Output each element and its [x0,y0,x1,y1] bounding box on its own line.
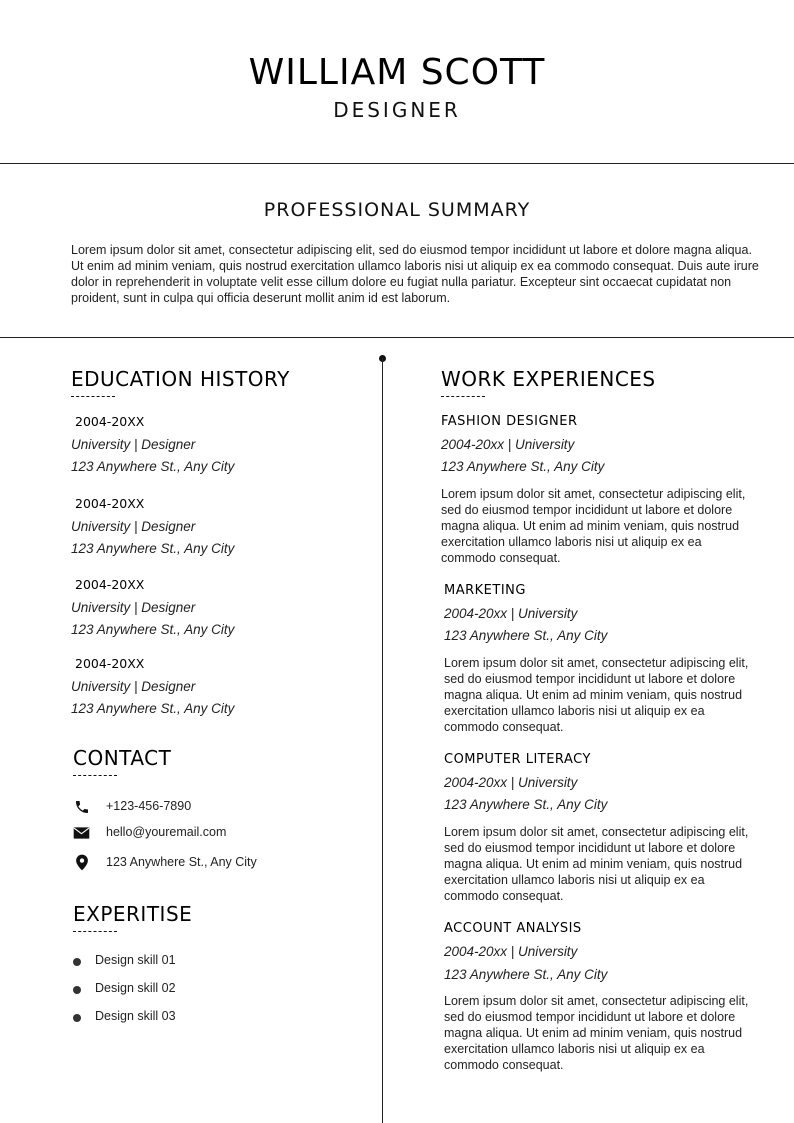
bullet-icon [73,958,81,966]
education-title: EDUCATION HISTORY [71,367,290,391]
education-school: University | Designer [71,437,196,452]
job-period: 2004-20xx | University [444,944,578,959]
contact-address: 123 Anywhere St., Any City [106,855,257,869]
expertise-title: EXPERITISE [73,902,193,926]
education-year: 2004-20XX [75,496,145,511]
header-divider [0,163,794,164]
resume-role: DESIGNER [333,98,461,122]
contact-title: CONTACT [73,746,172,770]
phone-icon [74,799,90,815]
location-pin-icon [75,854,91,870]
column-divider [382,358,383,1123]
work-title: WORK EXPERIENCES [441,367,656,391]
job-description: Lorem ipsum dolor sit amet, consectetur adipiscing elit, sed do eiusmod tempor incididunt ut labore et dolore magna aliqua. Ut enim ad minim veniam, quis nostrud exercitation ullamco laboris nisi ut aliquip ex ea commodo consequat. [444,656,749,734]
education-school: University | Designer [71,679,196,694]
education-school: University | Designer [71,519,196,534]
skill-item: Design skill 01 [95,953,176,967]
bullet-icon [73,1014,81,1022]
education-address: 123 Anywhere St., Any City [71,622,235,637]
education-school: University | Designer [71,600,196,615]
skill-item: Design skill 02 [95,981,176,995]
expertise-title-underline [73,931,117,932]
job-period: 2004-20xx | University [444,606,578,621]
education-address: 123 Anywhere St., Any City [71,541,235,556]
skill-item: Design skill 03 [95,1009,176,1023]
job-title: ACCOUNT ANALYSIS [444,921,582,936]
education-year: 2004-20XX [75,577,145,592]
job-title: COMPUTER LITERACY [444,752,591,767]
education-year: 2004-20XX [75,656,145,671]
education-address: 123 Anywhere St., Any City [71,701,235,716]
contact-title-underline [73,775,117,776]
job-address: 123 Anywhere St., Any City [444,967,608,982]
contact-phone: +123-456-7890 [106,799,192,813]
education-address: 123 Anywhere St., Any City [71,459,235,474]
bullet-icon [73,986,81,994]
job-description: Lorem ipsum dolor sit amet, consectetur adipiscing elit, sed do eiusmod tempor incididunt ut labore et dolore magna aliqua. Ut enim ad minim veniam, quis nostrud exercitation ullamco laboris nisi ut aliquip ex ea commodo consequat. [441,487,746,565]
contact-email: hello@youremail.com [106,825,227,839]
job-address: 123 Anywhere St., Any City [444,628,608,643]
resume-name: WILLIAM SCOTT [248,52,546,93]
education-title-underline [71,396,115,397]
summary-text: Lorem ipsum dolor sit amet, consectetur adipiscing elit, sed do eiusmod tempor incididunt ut labore et dolore magna aliqua. Ut enim ad minim veniam, quis nostrud exercitation ullamco laboris nisi ut aliquip ex ea commodo consequat. Duis aute irure dolor in reprehenderit in voluptate velit esse cillum dolore eu fugiat nulla pariatur. Excepteur sint occaecat cupidatat non proident, sunt in culpa qui officia deserunt mollit anim id est laborum. [71,243,759,305]
work-title-underline [441,396,485,397]
education-year: 2004-20XX [75,414,145,429]
summary-title: PROFESSIONAL SUMMARY [263,199,531,221]
job-title: MARKETING [444,583,526,598]
job-address: 123 Anywhere St., Any City [441,459,605,474]
job-period: 2004-20xx | University [444,775,578,790]
job-description: Lorem ipsum dolor sit amet, consectetur adipiscing elit, sed do eiusmod tempor incididunt ut labore et dolore magna aliqua. Ut enim ad minim veniam, quis nostrud exercitation ullamco laboris nisi ut aliquip ex ea commodo consequat. [444,994,749,1072]
job-description: Lorem ipsum dolor sit amet, consectetur adipiscing elit, sed do eiusmod tempor incididunt ut labore et dolore magna aliqua. Ut enim ad minim veniam, quis nostrud exercitation ullamco laboris nisi ut aliquip ex ea commodo consequat. [444,825,749,903]
summary-divider [0,337,794,338]
job-title: FASHION DESIGNER [441,414,578,429]
envelope-icon [73,826,89,842]
job-address: 123 Anywhere St., Any City [444,797,608,812]
job-period: 2004-20xx | University [441,437,575,452]
